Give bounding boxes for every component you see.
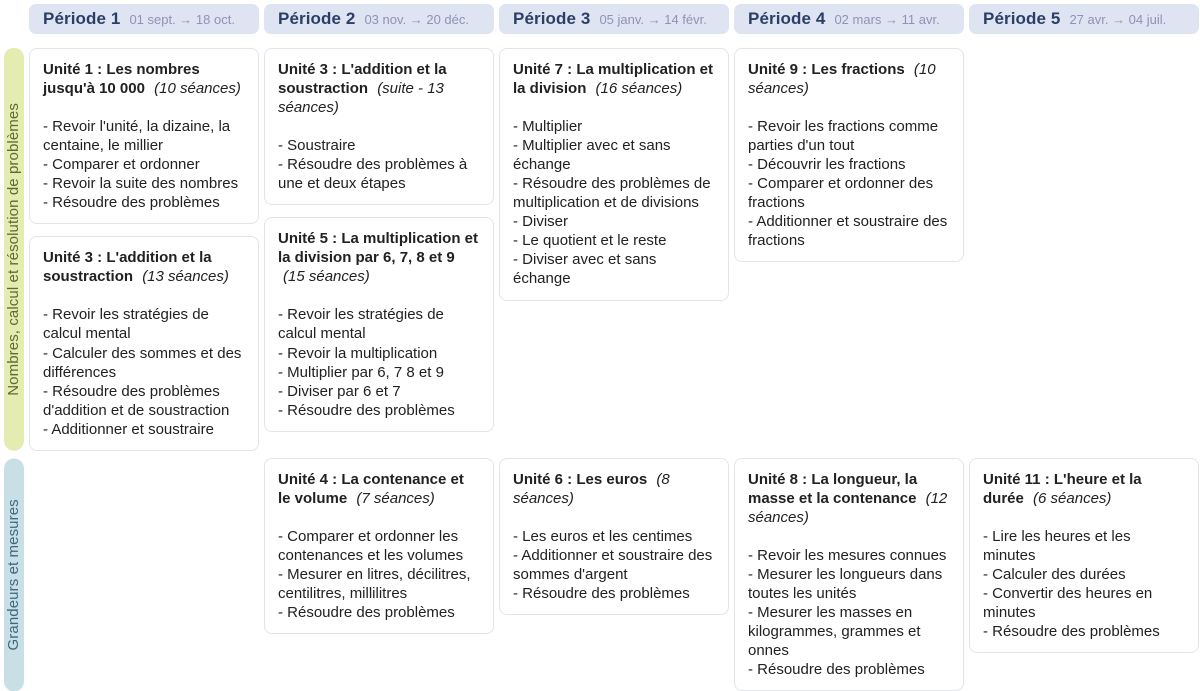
unit-card-title	[278, 60, 480, 117]
unit-card-unite4	[264, 458, 494, 634]
unit-seances: (7 séances)	[356, 489, 435, 507]
unit-item: - Convertir des heures en minutes	[983, 584, 1153, 622]
period-title: Période 2	[278, 9, 356, 28]
band2-col-periode5	[969, 458, 1199, 653]
unit-seances: (6 séances)	[1033, 489, 1112, 507]
unit-card-unite3-suite	[264, 48, 494, 205]
unit-items	[513, 117, 715, 288]
unit-card-unite5	[264, 217, 494, 431]
unit-item: - Résoudre des problèmes à une et deux étapes	[278, 156, 468, 193]
unit-seances: (10 séances)	[154, 80, 241, 98]
unit-item: - Revoir l'unité, la dizaine, la centaine, le millier	[43, 118, 231, 155]
unit-items	[43, 117, 245, 212]
unit-card-title	[748, 470, 950, 527]
unit-item: - Additionner et soustraire des fractions	[748, 213, 948, 250]
period-dates: 02 mars → 11 avr.	[834, 11, 940, 27]
period-dates: 01 sept. → 18 oct.	[129, 11, 235, 27]
band-nombres-calcul	[4, 48, 1196, 451]
unit-item: - Diviser	[513, 213, 568, 231]
period-dates: 03 nov. → 20 déc.	[364, 11, 469, 27]
unit-item: - Résoudre des problèmes	[43, 194, 220, 212]
unit-item: - Diviser avec et sans échange	[513, 251, 657, 288]
unit-card-unite7	[499, 48, 729, 301]
unit-item: - Multiplier	[513, 118, 583, 136]
band1-col-periode4	[734, 48, 964, 262]
unit-item: - Additionner et soustraire des sommes d'argent	[513, 546, 713, 583]
unit-card-unite8	[734, 458, 964, 691]
unit-item: - Multiplier par 6, 7 8 et 9	[278, 363, 444, 381]
unit-title: Unité 6 : Les euros	[513, 470, 648, 488]
unit-items	[278, 527, 480, 622]
unit-title: Unité 8 : La longueur, la masse et la contenance	[748, 470, 918, 507]
unit-item: - Diviser par 6 et 7	[278, 382, 401, 400]
period-title: Période 5	[983, 9, 1061, 28]
period-title: Période 1	[43, 9, 121, 28]
unit-card-title	[513, 60, 715, 98]
unit-item: - Le quotient et le reste	[513, 232, 667, 250]
header-row-spacer	[4, 4, 24, 34]
band-grandeurs-mesures	[4, 458, 1196, 691]
unit-title: Unité 1 : Les nombres jusqu'à 10 000	[43, 61, 200, 98]
band-label-nombres-calcul: Nombres, calcul et résolution de problèmes	[4, 48, 24, 451]
unit-card-title	[983, 470, 1185, 508]
unit-card-title	[278, 229, 480, 286]
unit-items	[983, 527, 1185, 641]
unit-item: - Comparer et ordonner les contenances et les volumes	[278, 527, 464, 564]
unit-title: Unité 3 : L'addition et la soustraction	[43, 249, 212, 286]
unit-seances: (15 séances)	[283, 268, 370, 286]
period-header-3	[499, 4, 729, 34]
unit-card-unite6	[499, 458, 729, 615]
unit-card-title	[748, 60, 950, 98]
band1-col-periode2	[264, 48, 494, 432]
unit-item: - Additionner et soustraire	[43, 420, 214, 438]
unit-item: - Découvrir les fractions	[748, 156, 906, 174]
period-dates: 27 avr. → 04 juil.	[1069, 11, 1167, 27]
unit-card-unite11	[969, 458, 1199, 653]
unit-items	[278, 136, 480, 193]
band2-col-periode3	[499, 458, 729, 615]
unit-card-unite1	[29, 48, 259, 224]
unit-item: - Résoudre des problèmes	[278, 604, 455, 622]
period-header-2	[264, 4, 494, 34]
period-header-1	[29, 4, 259, 34]
unit-item: - Calculer des sommes et des différences	[43, 344, 242, 381]
unit-seances: (12 séances)	[748, 489, 948, 526]
unit-title: Unité 3 : L'addition et la soustraction	[278, 61, 447, 98]
unit-card-title	[43, 60, 245, 98]
unit-item: - Revoir la suite des nombres	[43, 175, 239, 193]
unit-item: - Revoir les stratégies de calcul mental	[278, 306, 444, 343]
period-header-4	[734, 4, 964, 34]
period-header-row	[4, 4, 1196, 34]
unit-title: Unité 4 : La contenance et le volume	[278, 470, 464, 507]
unit-title: Unité 7 : La multiplication et la division	[513, 61, 714, 98]
unit-item: - Résoudre des problèmes	[983, 623, 1160, 641]
unit-title: Unité 5 : La multiplication et la division par 6, 7, 8 et 9	[278, 230, 479, 267]
unit-seances: (16 séances)	[595, 80, 683, 98]
unit-items	[513, 527, 715, 603]
period-title: Période 3	[513, 9, 591, 28]
band-label-grandeurs-mesures: Grandeurs et mesures	[4, 458, 24, 691]
unit-item: - Comparer et ordonner des fractions	[748, 175, 934, 212]
unit-card-title	[43, 248, 245, 286]
unit-item: - Résoudre des problèmes	[278, 401, 455, 419]
unit-item: - Résoudre des problèmes de multiplication et de divisions	[513, 175, 711, 212]
unit-item: - Multiplier avec et sans échange	[513, 137, 671, 174]
unit-items	[748, 117, 950, 250]
unit-title: Unité 11 : L'heure et la durée	[983, 470, 1142, 507]
unit-item: - Revoir les fractions comme parties d'un tout	[748, 118, 939, 155]
unit-item: - Calculer des durées	[983, 565, 1126, 583]
unit-item: - Soustraire	[278, 137, 356, 155]
period-header-5	[969, 4, 1199, 34]
unit-item: - Revoir les stratégies de calcul mental	[43, 306, 209, 343]
unit-item: - Résoudre des problèmes	[513, 584, 690, 602]
band1-col-periode1	[29, 48, 259, 451]
unit-card-unite3	[29, 236, 259, 450]
unit-card-unite9	[734, 48, 964, 262]
unit-item: - Lire les heures et les minutes	[983, 527, 1131, 564]
unit-seances: (suite - 13 séances)	[278, 80, 444, 117]
unit-item: - Comparer et ordonner	[43, 156, 200, 174]
period-dates: 05 janv. → 14 févr.	[599, 11, 707, 27]
unit-item: - Mesurer les masses en kilogrammes, grammes et onnes	[748, 604, 921, 660]
unit-title: Unité 9 : Les fractions	[748, 61, 905, 78]
period-title: Période 4	[748, 9, 826, 28]
band1-col-periode3	[499, 48, 729, 301]
unit-item: - Revoir la multiplication	[278, 344, 438, 362]
unit-items	[748, 546, 950, 679]
unit-item: - Revoir les mesures connues	[748, 546, 947, 564]
band2-col-periode2	[264, 458, 494, 634]
unit-item: - Les euros et les centimes	[513, 527, 693, 545]
unit-items	[43, 305, 245, 438]
unit-seances: (13 séances)	[142, 268, 229, 286]
unit-card-title	[513, 470, 715, 508]
unit-seances: (8 séances)	[513, 470, 670, 507]
band2-col-periode4	[734, 458, 964, 691]
unit-item: - Mesurer en litres, décilitres, centilitres, millilitres	[278, 565, 471, 602]
unit-seances: (10 séances)	[748, 61, 936, 98]
unit-item: - Résoudre des problèmes	[748, 661, 925, 679]
unit-item: - Mesurer les longueurs dans toutes les unités	[748, 565, 943, 602]
unit-card-title	[278, 470, 480, 508]
unit-item: - Résoudre des problèmes d'addition et de soustraction	[43, 382, 230, 419]
unit-items	[278, 305, 480, 419]
